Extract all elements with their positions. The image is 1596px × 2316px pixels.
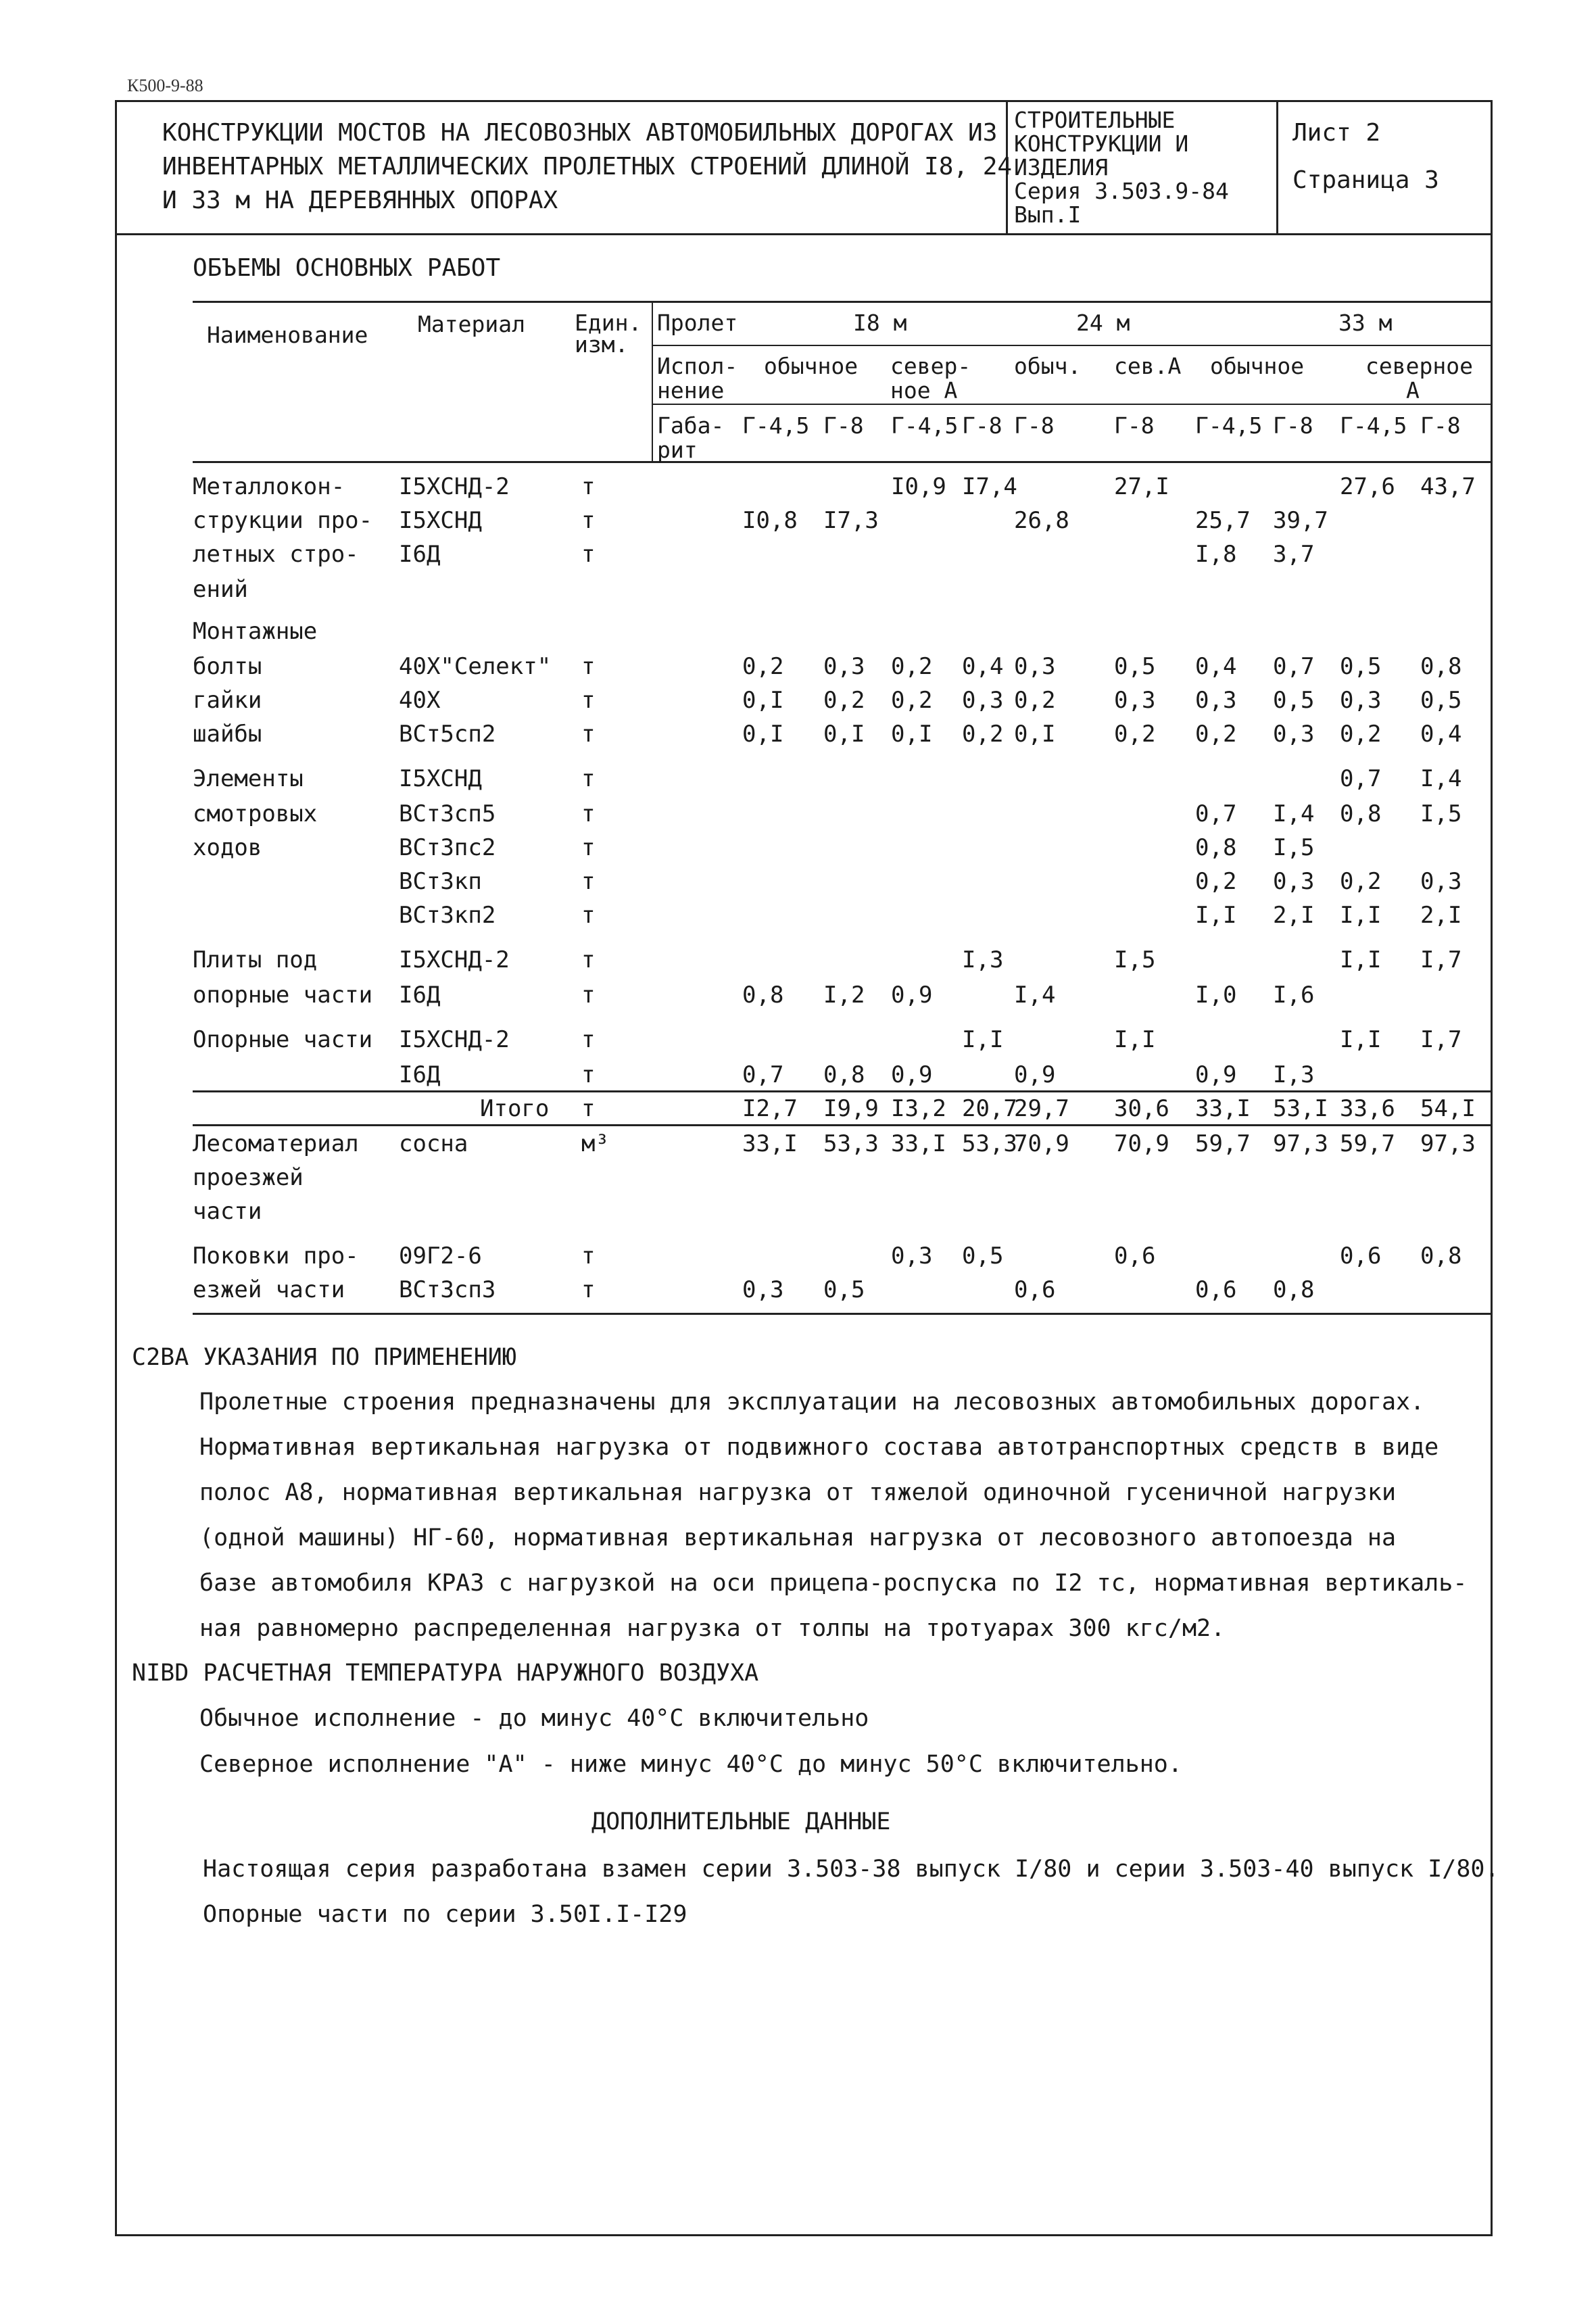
paragraph-line: ная равномерно распределенная нагрузка от толпы на тротуарах 300 кгс/м2. bbox=[199, 1615, 1226, 1642]
paragraph-line: Северное исполнение "А" - ниже минус 40°С до минус 50°С включительно. bbox=[199, 1751, 1182, 1778]
gabarit-header: Г-8 bbox=[1273, 412, 1313, 439]
row-name: шайбы bbox=[193, 721, 262, 748]
row-unit: т bbox=[581, 473, 596, 500]
total-value: I9,9 bbox=[823, 1095, 879, 1122]
row-header-execution: Испол- bbox=[657, 353, 738, 379]
table-cell-value: I,I bbox=[1340, 1026, 1382, 1053]
row-name: Элементы bbox=[193, 765, 304, 792]
table-cell-value: 53,3 bbox=[962, 1130, 1017, 1157]
table-cell-value: 26,8 bbox=[1014, 507, 1069, 534]
table-cell-value: 0,4 bbox=[1420, 721, 1462, 748]
row-name: струкции про- bbox=[193, 507, 373, 534]
table-cell-value: 0,6 bbox=[1340, 1243, 1382, 1270]
gabarit-header: Г-4,5 bbox=[1195, 412, 1263, 439]
row-material: ВСт3кп2 bbox=[399, 902, 496, 929]
row-unit: т bbox=[581, 687, 596, 714]
table-cell-value: I,I bbox=[1195, 902, 1237, 929]
table-cell-value: 0,I bbox=[891, 721, 933, 748]
row-material: 40Х bbox=[399, 687, 441, 714]
table-cell-value: 0,I bbox=[823, 721, 865, 748]
table-cell-value: I,3 bbox=[1273, 1061, 1315, 1088]
table-cell-value: 70,9 bbox=[1114, 1130, 1169, 1157]
row-unit: м³ bbox=[581, 1130, 609, 1157]
table-cell-value: 0,3 bbox=[891, 1243, 933, 1270]
table-cell-value: I7,3 bbox=[823, 507, 879, 534]
row-name: езжей части bbox=[193, 1276, 345, 1303]
exec-header: А bbox=[1406, 377, 1420, 404]
row-material: ВСт3сп5 bbox=[399, 800, 496, 827]
series-line: Серия 3.503.9-84 bbox=[1014, 178, 1229, 204]
table-cell-value: 0,2 bbox=[1195, 868, 1237, 895]
table-cell-value: 0,8 bbox=[1340, 800, 1382, 827]
row-header-execution: нение bbox=[657, 377, 725, 404]
table-cell-value: 0,8 bbox=[742, 982, 784, 1009]
table-cell-value: 0,2 bbox=[1340, 868, 1382, 895]
col-header-span-18: I8 м bbox=[853, 310, 907, 336]
paragraph-line: Нормативная вертикальная нагрузка от подвижного состава автотранспортных средств в виде bbox=[199, 1434, 1439, 1461]
table-cell-value: I0,8 bbox=[742, 507, 798, 534]
table-cell-value: 0,9 bbox=[891, 982, 933, 1009]
col-header-material: Материал bbox=[418, 311, 525, 337]
table-cell-value: 0,5 bbox=[1340, 653, 1382, 680]
row-unit: т bbox=[581, 800, 596, 827]
row-name: проезжей bbox=[193, 1164, 304, 1191]
exec-header: ное А bbox=[890, 377, 958, 404]
paragraph-line: Пролетные строения предназначены для эксплуатации на лесовозных автомобильных дорогах. bbox=[199, 1389, 1425, 1416]
row-name: Лесоматериал bbox=[193, 1130, 359, 1157]
table-cell-value: 0,4 bbox=[1195, 653, 1237, 680]
table-cell-value: 0,6 bbox=[1014, 1276, 1056, 1303]
row-material: ВСт3сп3 bbox=[399, 1276, 496, 1303]
series-line: КОНСТРУКЦИИ И bbox=[1014, 130, 1189, 157]
table-cell-value: 39,7 bbox=[1273, 507, 1328, 534]
row-unit: т bbox=[581, 765, 596, 792]
exec-header: северное bbox=[1365, 353, 1473, 379]
table-cell-value: 0,6 bbox=[1114, 1243, 1156, 1270]
table-cell-value: 0,8 bbox=[1195, 834, 1237, 861]
table-cell-value: 0,2 bbox=[962, 721, 1004, 748]
page-number: Страница 3 bbox=[1292, 166, 1439, 194]
total-top-line bbox=[193, 1090, 1491, 1092]
paragraph-line: Настоящая серия разработана взамен серии 3.503-38 выпуск I/80 и серии 3.503-40 выпуск I/80. bbox=[203, 1856, 1499, 1883]
header-line-span bbox=[652, 345, 1491, 346]
col-header-span-24: 24 м bbox=[1076, 310, 1130, 336]
table-cell-value: 0,3 bbox=[1340, 687, 1382, 714]
table-cell-value: 0,8 bbox=[1273, 1276, 1315, 1303]
table-cell-value: 2,I bbox=[1420, 902, 1462, 929]
table-cell-value: I,3 bbox=[962, 946, 1004, 973]
table-cell-value: 0,4 bbox=[962, 653, 1004, 680]
total-value: 30,6 bbox=[1114, 1095, 1169, 1122]
title-line: И 33 м НА ДЕРЕВЯННЫХ ОПОРАХ bbox=[162, 187, 558, 214]
title-block-bottom-line bbox=[115, 233, 1493, 235]
table-cell-value: 0,2 bbox=[891, 687, 933, 714]
paragraph-line: Обычное исполнение - до минус 40°С включительно bbox=[199, 1705, 869, 1732]
table-cell-value: 97,3 bbox=[1273, 1130, 1328, 1157]
col-header-span-33: 33 м bbox=[1338, 310, 1393, 336]
table-cell-value: 0,3 bbox=[742, 1276, 784, 1303]
row-material: I6Д bbox=[399, 541, 441, 568]
row-material: ВСт3кп bbox=[399, 868, 482, 895]
table-cell-value: 0,5 bbox=[1420, 687, 1462, 714]
row-unit: т bbox=[581, 1243, 596, 1270]
table-cell-value: I,4 bbox=[1420, 765, 1462, 792]
exec-header: сев.А bbox=[1114, 353, 1182, 379]
row-name: части bbox=[193, 1198, 262, 1225]
table-cell-value: 0,3 bbox=[1114, 687, 1156, 714]
table-cell-value: 0,5 bbox=[1114, 653, 1156, 680]
row-material: I5ХСНД bbox=[399, 765, 482, 792]
row-unit: т bbox=[581, 507, 596, 534]
header-vertical-line bbox=[652, 301, 653, 461]
col-header-unit: Един. bbox=[575, 310, 642, 336]
row-material: I5ХСНД-2 bbox=[399, 473, 510, 500]
total-value: I3,2 bbox=[891, 1095, 946, 1122]
gabarit-header: Г-8 bbox=[1014, 412, 1055, 439]
table-cell-value: 53,3 bbox=[823, 1130, 879, 1157]
table-cell-value: 33,I bbox=[891, 1130, 946, 1157]
row-name: Опорные части bbox=[193, 1026, 373, 1053]
gabarit-header: Г-4,5 bbox=[742, 412, 810, 439]
table-cell-value: 0,I bbox=[1014, 721, 1056, 748]
row-name: Поковки про- bbox=[193, 1243, 359, 1270]
table-cell-value: 0,3 bbox=[1273, 721, 1315, 748]
table-cell-value: 0,9 bbox=[1014, 1061, 1056, 1088]
title-line: ИНВЕНТАРНЫХ МЕТАЛЛИЧЕСКИХ ПРОЛЕТНЫХ СТРОЕНИЙ ДЛИНОЙ I8, 24 bbox=[162, 153, 1013, 180]
row-header-dimension: Габа- bbox=[657, 412, 725, 439]
table-cell-value: 0,I bbox=[742, 721, 784, 748]
table-cell-value: 0,5 bbox=[962, 1243, 1004, 1270]
row-unit: т bbox=[581, 1026, 596, 1053]
row-material: I6Д bbox=[399, 982, 441, 1009]
row-unit: т bbox=[581, 1276, 596, 1303]
table-cell-value: 0,2 bbox=[891, 653, 933, 680]
table-cell-value: 59,7 bbox=[1195, 1130, 1251, 1157]
total-value: 20,7 bbox=[962, 1095, 1017, 1122]
total-value: 33,I bbox=[1195, 1095, 1251, 1122]
row-material: ВСт3пс2 bbox=[399, 834, 496, 861]
section-heading: NIBD РАСЧЕТНАЯ ТЕМПЕРАТУРА НАРУЖНОГО ВОЗДУХА bbox=[132, 1660, 759, 1687]
table-cell-value: I,4 bbox=[1273, 800, 1315, 827]
table-cell-value: 0,8 bbox=[1420, 1243, 1462, 1270]
table-cell-value: I,5 bbox=[1273, 834, 1315, 861]
table-cell-value: 0,8 bbox=[823, 1061, 865, 1088]
row-material: 09Г2-6 bbox=[399, 1243, 482, 1270]
paragraph-line: базе автомобиля КРАЗ с нагрузкой на оси прицепа-роспуска по I2 тс, нормативная вертикаль- bbox=[199, 1570, 1468, 1597]
row-material: ВСт5сп2 bbox=[399, 721, 496, 748]
row-name: ений bbox=[193, 576, 248, 603]
row-material: I5ХСНД-2 bbox=[399, 946, 510, 973]
section-heading: ДОПОЛНИТЕЛЬНЫЕ ДАННЫЕ bbox=[591, 1808, 891, 1835]
gabarit-header: Г-4,5 bbox=[891, 412, 959, 439]
table-cell-value: I,I bbox=[1340, 946, 1382, 973]
col-header-span: Пролет bbox=[657, 310, 738, 336]
table-cell-value: I,6 bbox=[1273, 982, 1315, 1009]
row-material: сосна bbox=[399, 1130, 468, 1157]
row-name: Металлокон- bbox=[193, 473, 345, 500]
paragraph-line: Опорные части по серии 3.50I.I-I29 bbox=[203, 1901, 687, 1928]
table-cell-value: 97,3 bbox=[1420, 1130, 1476, 1157]
row-unit: т bbox=[581, 868, 596, 895]
table-cell-value: 0,2 bbox=[1195, 721, 1237, 748]
gabarit-header: Г-8 bbox=[1114, 412, 1155, 439]
table-cell-value: 70,9 bbox=[1014, 1130, 1069, 1157]
table-cell-value: 0,7 bbox=[1195, 800, 1237, 827]
series-line: Вып.I bbox=[1014, 201, 1082, 228]
row-name: Плиты под bbox=[193, 946, 318, 973]
table-cell-value: I7,4 bbox=[962, 473, 1017, 500]
total-value: 29,7 bbox=[1014, 1095, 1069, 1122]
row-unit: т bbox=[581, 982, 596, 1009]
table-cell-value: 3,7 bbox=[1273, 541, 1315, 568]
row-name: опорные части bbox=[193, 982, 373, 1009]
table-cell-value: I,7 bbox=[1420, 946, 1462, 973]
total-value: 53,I bbox=[1273, 1095, 1328, 1122]
series-line: ИЗДЕЛИЯ bbox=[1014, 154, 1109, 180]
table-cell-value: 0,3 bbox=[962, 687, 1004, 714]
row-material: I5ХСНД-2 bbox=[399, 1026, 510, 1053]
table-cell-value: I,7 bbox=[1420, 1026, 1462, 1053]
col-header-unit: изм. bbox=[575, 331, 629, 358]
table-cell-value: I,I bbox=[1114, 1026, 1156, 1053]
title-line: КОНСТРУКЦИИ МОСТОВ НА ЛЕСОВОЗНЫХ АВТОМОБИЛЬНЫХ ДОРОГАХ ИЗ bbox=[162, 119, 998, 147]
table-cell-value: 0,2 bbox=[823, 687, 865, 714]
col-header-name: Наименование bbox=[207, 322, 368, 348]
table-cell-value: 0,9 bbox=[891, 1061, 933, 1088]
table-cell-value: 27,I bbox=[1114, 473, 1169, 500]
table-cell-value: 0,5 bbox=[1273, 687, 1315, 714]
table-cell-value: 0,3 bbox=[1420, 868, 1462, 895]
paragraph-line: полос А8, нормативная вертикальная нагрузка от тяжелой одиночной гусеничной нагрузки bbox=[199, 1479, 1397, 1506]
table-cell-value: 0,2 bbox=[1014, 687, 1056, 714]
table-cell-value: 0,3 bbox=[1195, 687, 1237, 714]
table-cell-value: 0,2 bbox=[1340, 721, 1382, 748]
paragraph-line: (одной машины) НГ-60, нормативная вертикальная нагрузка от лесовозного автопоезда на bbox=[199, 1524, 1397, 1551]
total-label: Итого bbox=[480, 1095, 550, 1122]
table-cell-value: 0,9 bbox=[1195, 1061, 1237, 1088]
table-cell-value: 0,6 bbox=[1195, 1276, 1237, 1303]
row-header-dimension: рит bbox=[657, 437, 698, 463]
row-unit: т bbox=[581, 721, 596, 748]
gabarit-header: Г-8 bbox=[823, 412, 864, 439]
row-unit: т bbox=[581, 902, 596, 929]
row-name: болты bbox=[193, 653, 262, 680]
table-cell-value: 2,I bbox=[1273, 902, 1315, 929]
title-block-divider-2 bbox=[1276, 100, 1278, 233]
table-cell-value: 25,7 bbox=[1195, 507, 1251, 534]
table-cell-value: 0,3 bbox=[1014, 653, 1056, 680]
row-unit: т bbox=[581, 653, 596, 680]
header-bottom-line bbox=[193, 461, 1491, 463]
gabarit-header: Г-8 bbox=[962, 412, 1002, 439]
row-name: смотровых bbox=[193, 800, 318, 827]
row-name: ходов bbox=[193, 834, 262, 861]
exec-header: обычное bbox=[1210, 353, 1305, 379]
row-unit: т bbox=[581, 834, 596, 861]
table-cell-value: I,I bbox=[1340, 902, 1382, 929]
total-value: I2,7 bbox=[742, 1095, 798, 1122]
total-value: 54,I bbox=[1420, 1095, 1476, 1122]
row-unit: т bbox=[581, 946, 596, 973]
table-cell-value: 0,2 bbox=[1114, 721, 1156, 748]
table-cell-value: I0,9 bbox=[891, 473, 946, 500]
table-cell-value: 0,7 bbox=[1273, 653, 1315, 680]
total-unit: т bbox=[581, 1095, 596, 1122]
row-unit: т bbox=[581, 541, 596, 568]
table-cell-value: I,I bbox=[962, 1026, 1004, 1053]
table-cell-value: I,8 bbox=[1195, 541, 1237, 568]
table-cell-value: 0,7 bbox=[742, 1061, 784, 1088]
exec-header: обычное bbox=[764, 353, 859, 379]
row-material: I5ХСНД bbox=[399, 507, 482, 534]
table-cell-value: I,4 bbox=[1014, 982, 1056, 1009]
table-cell-value: 33,I bbox=[742, 1130, 798, 1157]
header-line-exec bbox=[652, 404, 1491, 405]
table-cell-value: I,5 bbox=[1420, 800, 1462, 827]
table-cell-value: 0,I bbox=[742, 687, 784, 714]
exec-header: север- bbox=[890, 353, 971, 379]
document-code: К500-9-88 bbox=[127, 76, 203, 95]
section-heading: С2ВА УКАЗАНИЯ ПО ПРИМЕНЕНИЮ bbox=[132, 1344, 516, 1371]
row-name: Монтажные bbox=[193, 618, 318, 645]
table-cell-value: I,0 bbox=[1195, 982, 1237, 1009]
series-line: СТРОИТЕЛЬНЫЕ bbox=[1014, 107, 1176, 133]
table-cell-value: 0,3 bbox=[823, 653, 865, 680]
table-cell-value: 0,3 bbox=[1273, 868, 1315, 895]
table-cell-value: 0,7 bbox=[1340, 765, 1382, 792]
table-top-line bbox=[193, 301, 1491, 303]
total-bottom-line bbox=[193, 1124, 1491, 1126]
gabarit-header: Г-4,5 bbox=[1340, 412, 1407, 439]
table-cell-value: 59,7 bbox=[1340, 1130, 1395, 1157]
table-cell-value: 0,8 bbox=[1420, 653, 1462, 680]
gabarit-header: Г-8 bbox=[1420, 412, 1461, 439]
table-cell-value: 0,5 bbox=[823, 1276, 865, 1303]
row-material: 40Х"Селект" bbox=[399, 653, 552, 680]
row-material: I6Д bbox=[399, 1061, 441, 1088]
table-cell-value: 0,2 bbox=[742, 653, 784, 680]
table-cell-value: I,5 bbox=[1114, 946, 1156, 973]
table-cell-value: 43,7 bbox=[1420, 473, 1476, 500]
row-unit: т bbox=[581, 1061, 596, 1088]
exec-header: обыч. bbox=[1014, 353, 1082, 379]
total-value: 33,6 bbox=[1340, 1095, 1395, 1122]
table-bottom-line bbox=[193, 1313, 1491, 1315]
row-name: летных стро- bbox=[193, 541, 359, 568]
row-name: гайки bbox=[193, 687, 262, 714]
sheet-number: Лист 2 bbox=[1292, 119, 1381, 147]
table-cell-value: 27,6 bbox=[1340, 473, 1395, 500]
table-cell-value: I,2 bbox=[823, 982, 865, 1009]
volumes-title: ОБЪЕМЫ ОСНОВНЫХ РАБОТ bbox=[193, 254, 501, 282]
